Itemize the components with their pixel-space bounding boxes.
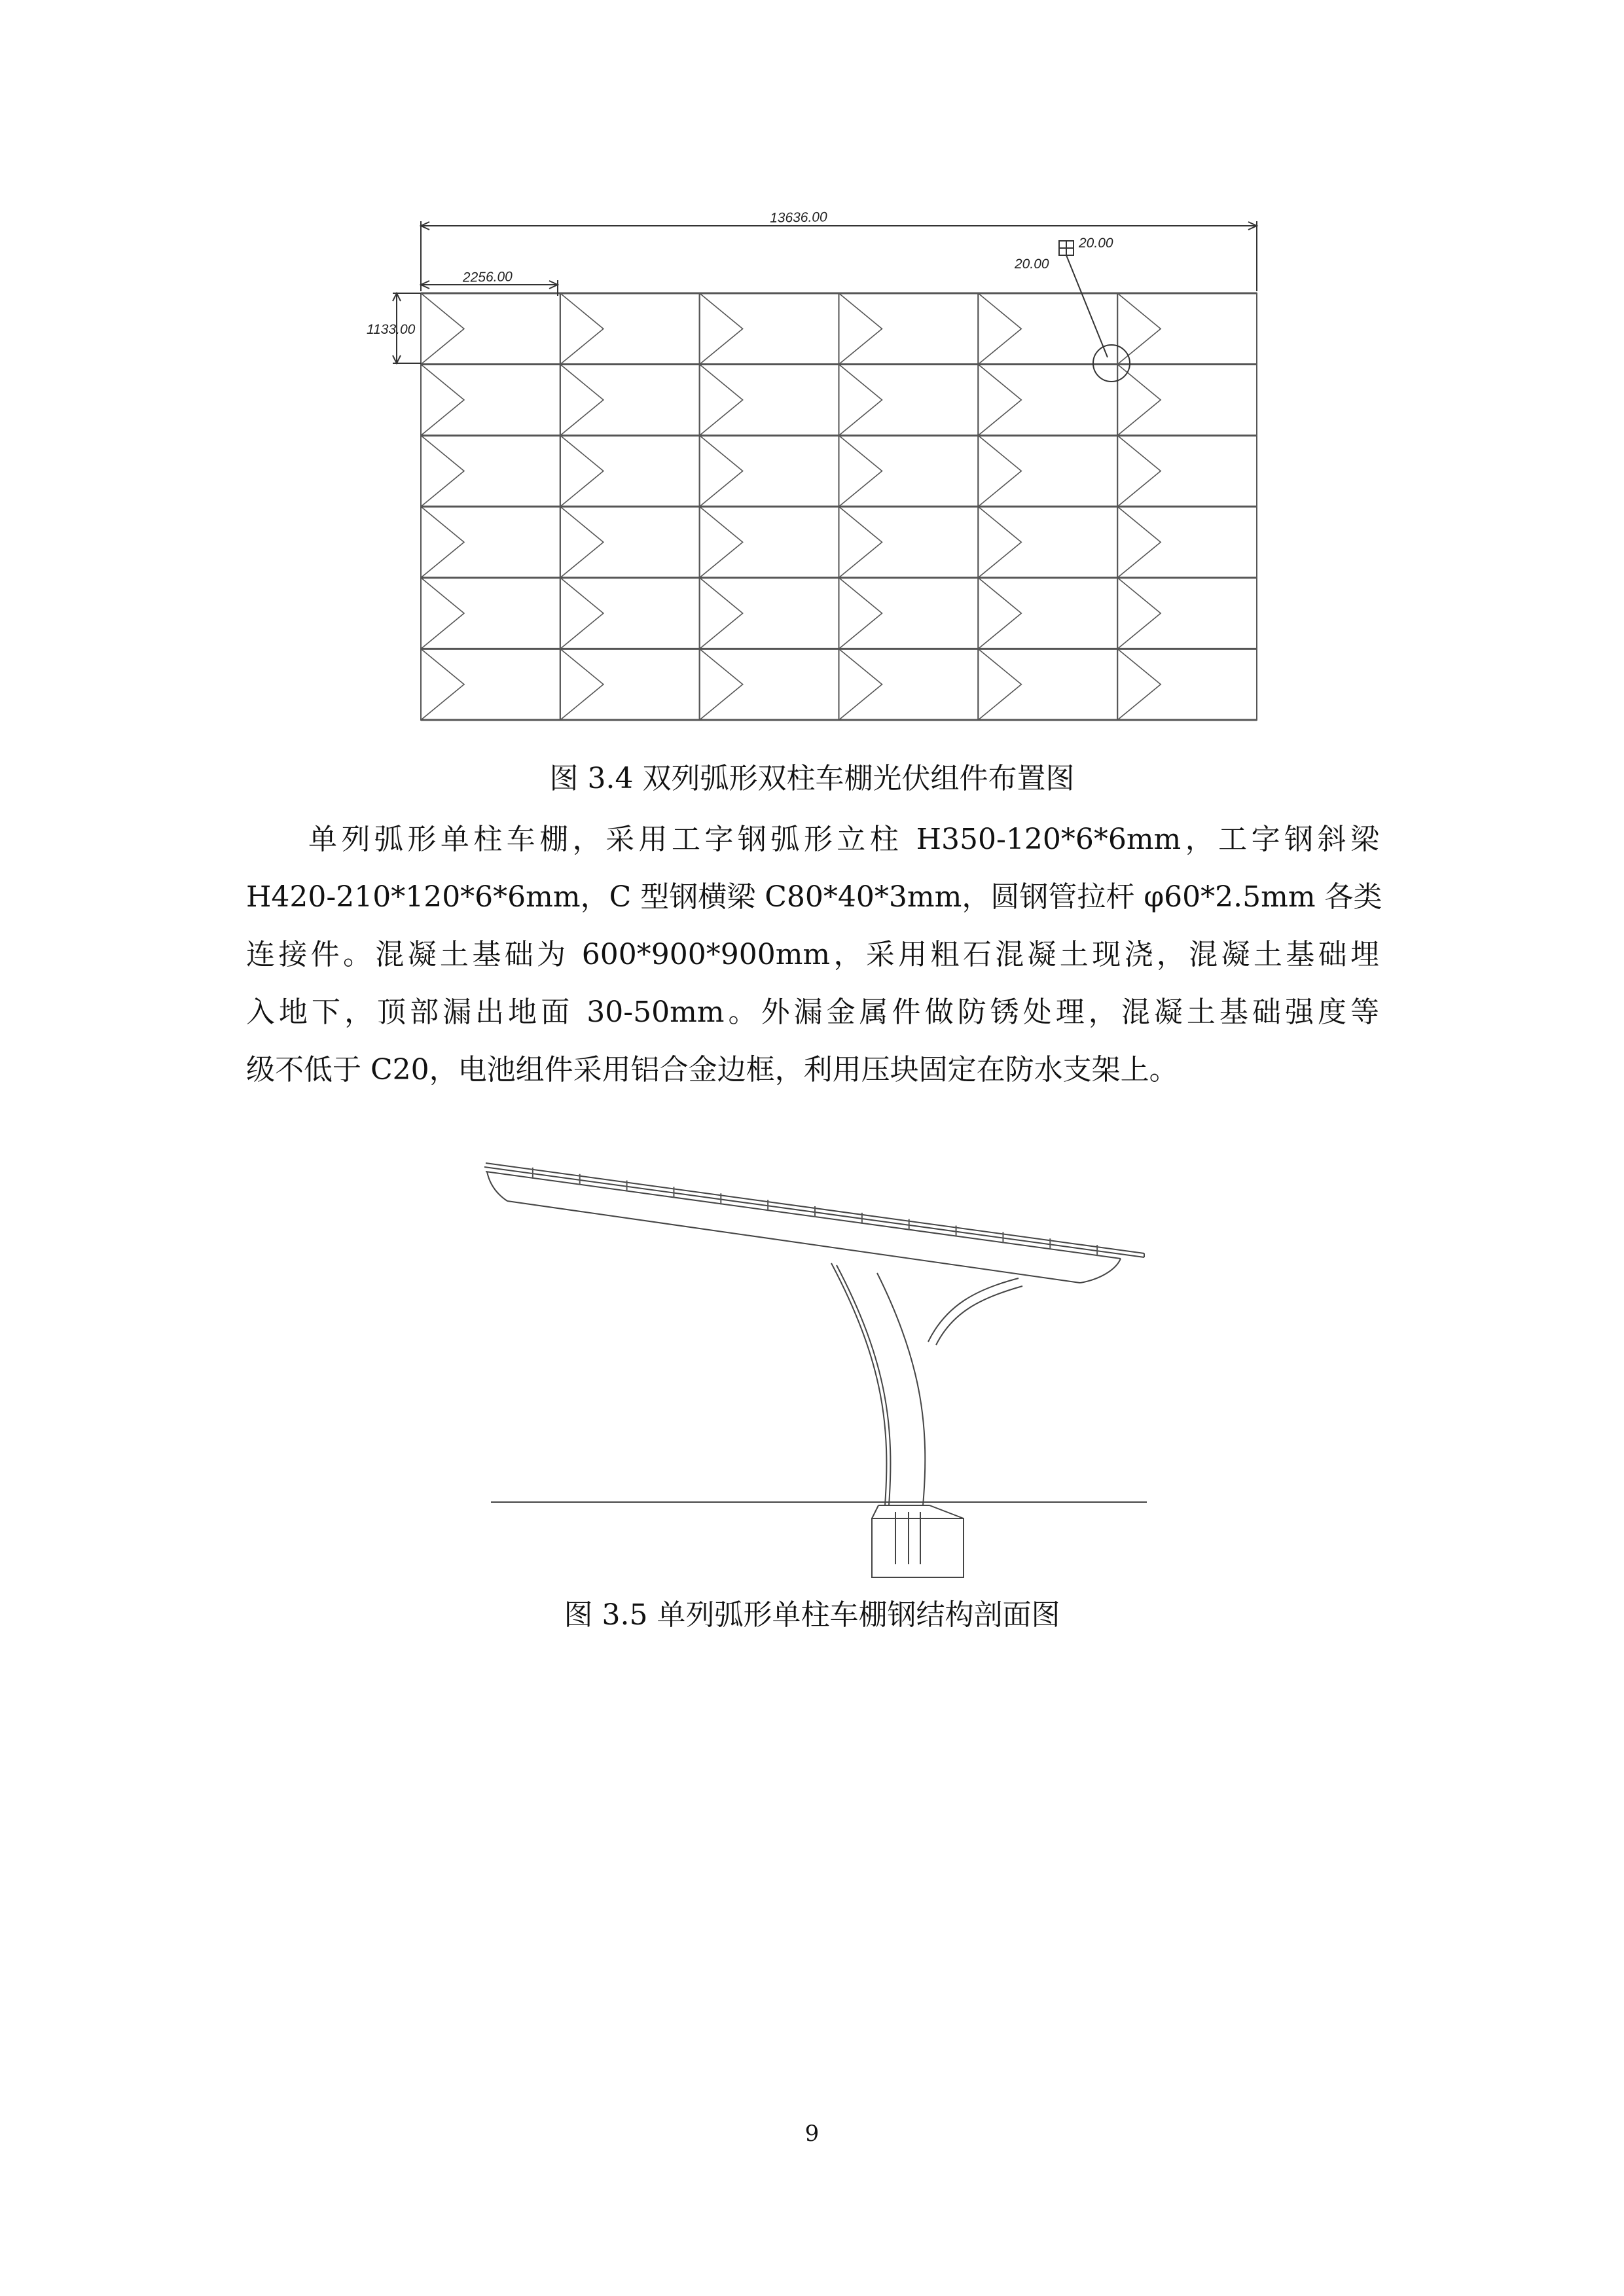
pv-module: [978, 649, 1117, 720]
pv-module-layout-drawing: [367, 209, 1283, 733]
module-orientation-mark: [700, 435, 743, 507]
module-orientation-mark: [421, 435, 464, 507]
overall-width-label: 13636.00: [769, 209, 827, 226]
module-orientation-mark: [560, 293, 604, 365]
paragraph-line: 单列弧形单柱车棚，采用工字钢弧形立柱 H350-120*6*6mm，工字钢斜梁: [308, 823, 1379, 856]
pv-module: [1117, 649, 1257, 720]
module-orientation-mark: [978, 365, 1021, 436]
module-orientation-mark: [1117, 649, 1161, 720]
pv-module: [978, 507, 1117, 578]
pv-module: [700, 293, 839, 365]
pv-module: [560, 365, 700, 436]
module-orientation-mark: [839, 578, 882, 649]
module-orientation-mark: [978, 578, 1021, 649]
overall-width-dimension: [421, 221, 1257, 291]
curved-column: [831, 1263, 964, 1518]
pv-module: [560, 578, 700, 649]
module-orientation-mark: [1117, 578, 1161, 649]
carport-section-drawing: [478, 1149, 1152, 1581]
pv-module: [1117, 435, 1257, 507]
pv-module: [1117, 578, 1257, 649]
pv-module: [700, 435, 839, 507]
module-orientation-mark: [978, 435, 1021, 507]
pv-module: [839, 293, 979, 365]
paragraph-line: 连接件。混凝土基础为 600*900*900mm，采用粗石混凝土现浇，混凝土基础埋: [246, 938, 1379, 971]
pv-module: [978, 578, 1117, 649]
module-orientation-mark: [700, 578, 743, 649]
module-orientation-mark: [560, 578, 604, 649]
module-orientation-mark: [839, 435, 882, 507]
pv-module: [421, 578, 560, 649]
module-width-label: 2256.00: [462, 269, 513, 285]
module-orientation-mark: [1117, 365, 1161, 436]
inclined-brace: [928, 1278, 1022, 1345]
module-orientation-mark: [1117, 507, 1161, 578]
pv-module: [839, 578, 979, 649]
module-grid: [421, 293, 1257, 720]
module-orientation-mark: [421, 507, 464, 578]
module-orientation-mark: [700, 507, 743, 578]
pv-module: [421, 507, 560, 578]
module-orientation-mark: [421, 649, 464, 720]
module-orientation-mark: [978, 507, 1021, 578]
module-orientation-mark: [700, 649, 743, 720]
module-orientation-mark: [1117, 435, 1161, 507]
pv-module: [560, 507, 700, 578]
detail-dim-top: 20.00: [1079, 236, 1113, 251]
pv-module: [421, 435, 560, 507]
pv-module: [700, 578, 839, 649]
module-orientation-mark: [700, 293, 743, 365]
pv-module: [560, 649, 700, 720]
module-orientation-mark: [421, 293, 464, 365]
module-orientation-mark: [560, 649, 604, 720]
pv-module: [839, 435, 979, 507]
pv-module: [839, 649, 979, 720]
module-orientation-mark: [978, 293, 1021, 365]
detail-dim-left: 20.00: [1015, 257, 1049, 272]
figure-caption: 图 3.4 双列弧形双柱车棚光伏组件布置图: [549, 762, 1075, 795]
pv-module: [421, 649, 560, 720]
figure-caption: 图 3.5 单列弧形单柱车棚钢结构剖面图: [564, 1598, 1060, 1632]
pv-module: [839, 507, 979, 578]
module-orientation-mark: [560, 365, 604, 436]
module-orientation-mark: [560, 507, 604, 578]
paragraph-line: H420-210*120*6*6mm，C 型钢横梁 C80*40*3mm，圆钢管拉杆 φ60*2.5mm 各类: [246, 880, 1382, 914]
pv-module: [421, 365, 560, 436]
pv-module: [700, 365, 839, 436]
paragraph-line: 级不低于 C20，电池组件采用铝合金边框，利用压块固定在防水支架上。: [246, 1053, 1178, 1086]
page-number: 9: [804, 2121, 820, 2147]
module-orientation-mark: [978, 649, 1021, 720]
module-orientation-mark: [839, 293, 882, 365]
module-height-label: 1133.00: [367, 322, 416, 337]
module-orientation-mark: [839, 365, 882, 436]
module-orientation-mark: [839, 649, 882, 720]
pv-module: [560, 293, 700, 365]
module-orientation-mark: [421, 578, 464, 649]
module-orientation-mark: [1117, 293, 1161, 365]
module-orientation-mark: [421, 365, 464, 436]
pv-module: [1117, 507, 1257, 578]
concrete-foundation: [872, 1512, 964, 1577]
module-orientation-mark: [839, 507, 882, 578]
inclined-beam: [484, 1163, 1144, 1283]
module-orientation-mark: [560, 435, 604, 507]
pv-module: [421, 293, 560, 365]
pv-module: [560, 435, 700, 507]
detail-callout: [1059, 241, 1130, 382]
pv-module: [700, 507, 839, 578]
paragraph-line: 入地下，顶部漏出地面 30-50mm。外漏金属件做防锈处理，混凝土基础强度等: [246, 996, 1379, 1029]
pv-module: [700, 649, 839, 720]
pv-module: [978, 435, 1117, 507]
pv-module: [1117, 365, 1257, 436]
pv-module: [1117, 293, 1257, 365]
pv-module: [839, 365, 979, 436]
module-orientation-mark: [700, 365, 743, 436]
